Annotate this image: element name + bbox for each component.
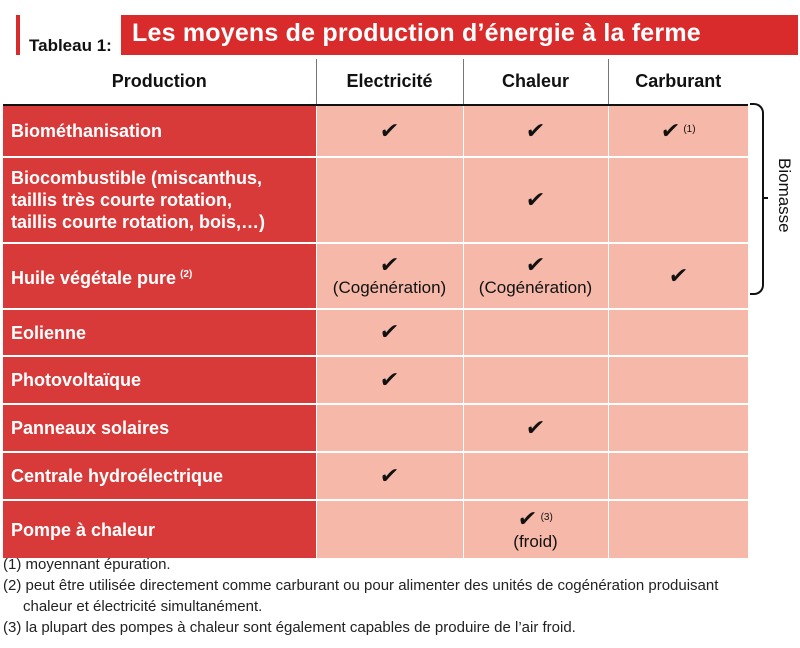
table-row (3, 404, 748, 452)
cell-chaleur (463, 452, 608, 500)
cell-note: (froid) (513, 532, 558, 552)
table-row (3, 309, 748, 356)
column-header-chaleur: Chaleur (463, 59, 608, 105)
cell-chaleur (463, 356, 608, 404)
cell-carburant (608, 243, 748, 309)
cell-carburant (608, 105, 748, 157)
check-icon: ✔ (378, 319, 401, 344)
table-header-row (3, 59, 748, 105)
footnote-2-continued: chaleur et électricité simultanément. (23, 598, 263, 615)
column-header-carburant: Carburant (608, 59, 748, 105)
row-label: Panneaux solaires (3, 404, 316, 452)
biomasse-brace (750, 103, 764, 295)
cell-electricite (316, 404, 463, 452)
cell-carburant (608, 404, 748, 452)
table-number-label: Tableau 1: (29, 36, 112, 55)
column-header-electricite: Electricité (316, 59, 463, 105)
biomasse-group-label: Biomasse (775, 158, 794, 233)
cell-electricite (316, 105, 463, 157)
row-label: Pompe à chaleur (3, 500, 316, 558)
cell-electricite (316, 309, 463, 356)
footnote-3: (3) la plupart des pompes à chaleur sont également capables de produire de l’air froid. (3, 619, 576, 636)
check-icon: ✔ (667, 262, 690, 288)
cell-carburant (608, 309, 748, 356)
check-icon: ✔ (378, 366, 401, 392)
check-icon: ✔ (378, 462, 401, 488)
page-title: Les moyens de production d’énergie à la ferme (132, 19, 701, 47)
cell-electricite (316, 157, 463, 243)
row-label: Eolienne (3, 309, 316, 356)
table-row (3, 500, 748, 558)
footnote-ref: (1) (683, 123, 696, 135)
cell-chaleur (463, 309, 608, 356)
row-label (3, 157, 316, 243)
check-icon: ✔ (524, 117, 547, 143)
biomasse-brace-tip (762, 197, 768, 199)
row-label: Photovoltaïque (3, 356, 316, 404)
cell-electricite (316, 356, 463, 404)
energy-production-table (3, 59, 748, 558)
table-number-tab (20, 5, 121, 59)
row-label: Centrale hydroélectrique (3, 452, 316, 500)
row-label: Biométhanisation (3, 105, 316, 157)
cell-chaleur (463, 404, 608, 452)
cell-carburant (608, 500, 748, 558)
cell-carburant (608, 356, 748, 404)
cell-electricite (316, 243, 463, 309)
cell-chaleur (463, 243, 608, 309)
row-label-line: taillis très courte rotation, (11, 190, 233, 210)
check-icon: ✔ (378, 117, 401, 143)
footnote-1: (1) moyennant épuration. (3, 556, 171, 573)
check-icon: ✔ (378, 252, 401, 277)
table-row (3, 452, 748, 500)
row-label-line: Biocombustible (miscanthus, (11, 168, 263, 188)
check-icon: ✔ (659, 118, 682, 144)
check-icon: ✔ (516, 506, 539, 532)
cell-electricite (316, 452, 463, 500)
footnote-ref: (2) (180, 268, 193, 280)
table-row (3, 105, 748, 157)
table-row (3, 356, 748, 404)
table-row (3, 243, 748, 309)
row-label (3, 243, 316, 309)
cell-carburant (608, 157, 748, 243)
cell-chaleur (463, 105, 608, 157)
cell-chaleur (463, 500, 608, 558)
check-icon: ✔ (524, 252, 547, 277)
check-icon: ✔ (524, 186, 547, 212)
cell-note: (Cogénération) (478, 278, 593, 297)
check-icon: ✔ (524, 414, 547, 440)
footnote-ref: (3) (540, 511, 553, 523)
row-label-text: Huile végétale pure (11, 267, 177, 288)
cell-note: (Cogénération) (332, 278, 447, 297)
cell-chaleur (463, 157, 608, 243)
table-row (3, 157, 748, 243)
cell-carburant (608, 452, 748, 500)
footnote-2: (2) peut être utilisée directement comme carburant ou pour alimenter des unités de cogénération produisant (3, 577, 719, 594)
footnotes (3, 555, 795, 639)
column-header-production: Production (3, 59, 316, 105)
cell-electricite (316, 500, 463, 558)
row-label-line: taillis courte rotation, bois,…) (11, 212, 266, 232)
